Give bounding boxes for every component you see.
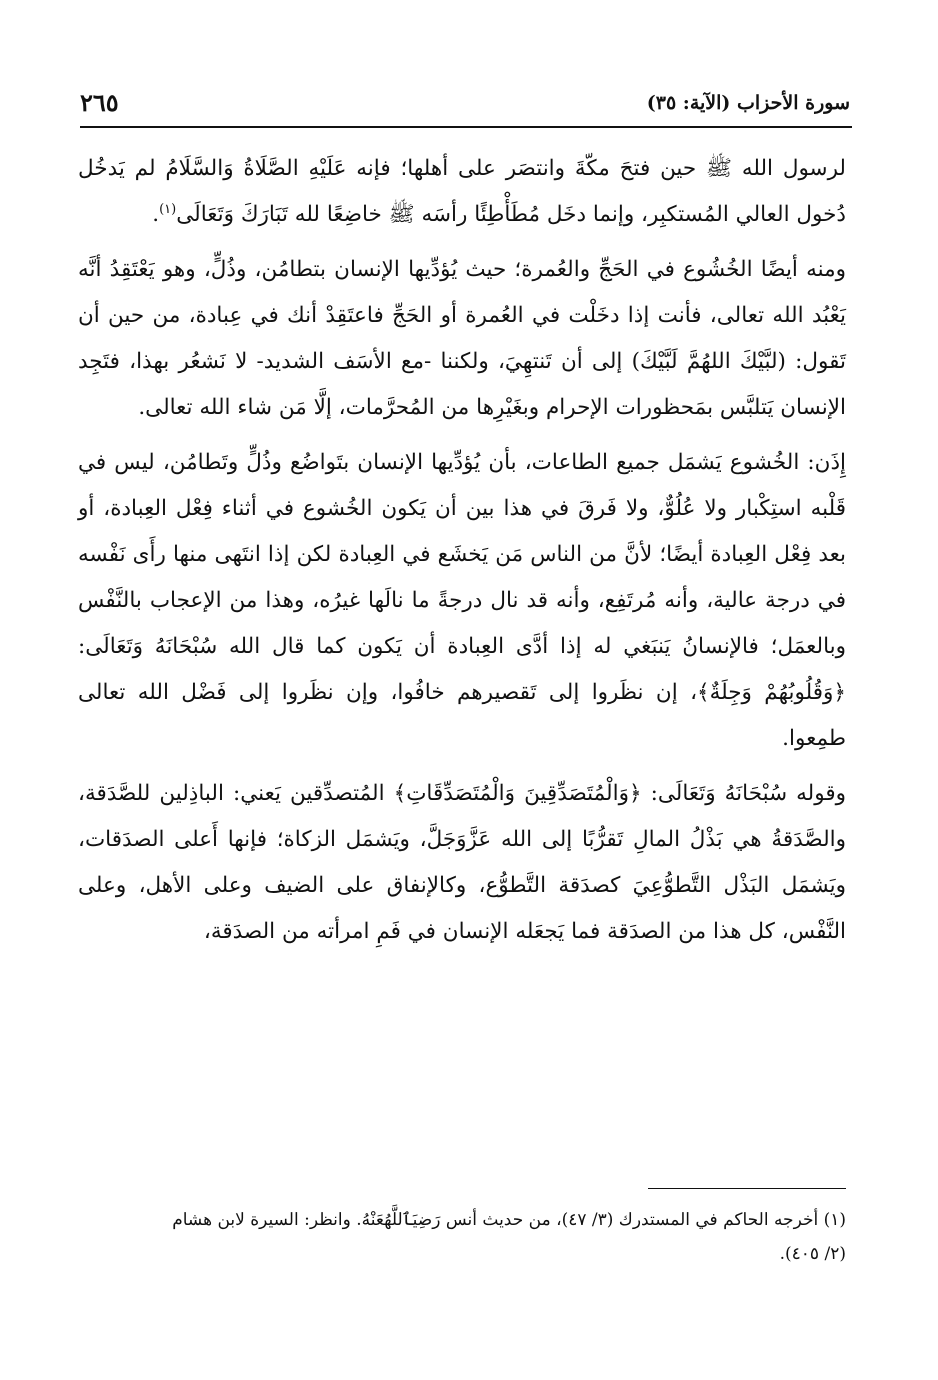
paragraph-1-text: لرسول الله ﷺ حين فتحَ مكّةَ وانتصَر على أهلها؛ فإنه عَلَيْهِ الصَّلَاةُ وَالسَّلَامُ لم يَدخُل دُخول العالي المُستكبِر، وإنما دخَل مُطَأْطِئًا رأسَه ﷺ خاضِعًا لله تَبَارَكَ وَتَعَالَى: [78, 156, 846, 227]
surah-title: سورة الأحزاب (الآية: ٣٥): [646, 92, 850, 114]
footnote-line-1: (١) أخرجه الحاكم في المستدرك (٣/ ٤٧)، من حديث أنس رَضِيَٱللَّهُعَنْهُ. وانظر: السيرة لابن هشام: [172, 1210, 846, 1230]
paragraph-2: ومنه أيضًا الخُشُوع في الحَجِّ والعُمرة؛ حيث يُؤدِّيها الإنسان بتطامُن، وذُلٍّ، وهو يَعْتَقِدُ أنَّه يَعْبُد الله تعالى، فأنت إذا دخَلْت في العُمرة أو الحَجِّ فاعتَقِدْ أنك في عِبادة، من حين أن تَقول: (لبَّيْكَ اللهُمَّ لَبَّيْكَ) إلى أن تَنتهِيَ، ولكننا -مع الأسَف الشديد- لا نَشعُر بهذا، فتَجِد الإنسان يَتلبَّس بمَحظورات الإحرام وبغَيْرِها من المُحرَّمات، إلَّا مَن شاء الله تعالى.: [78, 257, 846, 420]
header-divider: [80, 126, 852, 128]
paragraph-4: وقوله سُبْحَانَهُ وَتَعَالَى: ﴿وَالْمُتَصَدِّقِينَ وَالْمُتَصَدِّقَاتِ﴾ المُتصدِّقين يَعني: الباذِلين للصَّدَقة، والصَّدَقةُ هي بَذْلُ المالِ تَقرُّبًا إلى الله عَزَّوَجَلَّ، ويَشمَل الزكاة؛ فإنها أَعلى الصدَقات، ويَشمَل البَذْل التَّطوُّعِيَ كصدَقة التَّطوُّع، وكالإنفاق على الضيف وعلى الأهل، وعلى النَّفْس، كل هذا من الصدَقة فما يَجعَله الإنسان في فَمِ امرأته من الصدَقة،: [78, 781, 846, 944]
paragraph-1: [78, 146, 846, 238]
running-header: [80, 86, 850, 122]
paragraph-1-end: .: [152, 202, 160, 227]
footnote: [78, 1203, 846, 1271]
page-number: ٢٦٥: [80, 88, 119, 117]
footnote-reference: (١): [159, 201, 177, 217]
footnote-line-2: (٢/ ٤٠٥).: [779, 1244, 846, 1264]
footnote-divider: [648, 1188, 846, 1189]
main-text: [78, 146, 846, 955]
paragraph-3: إِذَن: الخُشوع يَشمَل جميع الطاعات، بأن يُؤدِّيها الإنسان بتَواضُع وذُلٍّ وتَطامُن، ليس في قَلْبه استِكْبار ولا عُلُوٌّ، ولا فَرقَ في هذا بين أن يَكون الخُشوع في أثناء فِعْل العِبادة، أو بعد فِعْل العِبادة أيضًا؛ لأنَّ من الناس مَن يَخشَع في العِبادة لكن إذا انتَهى منها رأَى نَفْسه في درجة عالية، وأنه مُرتَفِع، وأنه قد نال درجةً ما نالَها غيرُه، وهذا من الإعجاب بالنَّفْس وبالعمَل؛ فالإنسانُ يَنبَغي له إذا أدَّى العِبادة أن يَكون كما قال الله سُبْحَانَهُ وَتَعَالَى: ﴿وَقُلُوبُهُمْ وَجِلَةٌ﴾، إن نظَروا إلى تَقصيرهم خافُوا، وإن نظَروا إلى فَضْل الله تعالى طمِعوا.: [78, 450, 846, 751]
